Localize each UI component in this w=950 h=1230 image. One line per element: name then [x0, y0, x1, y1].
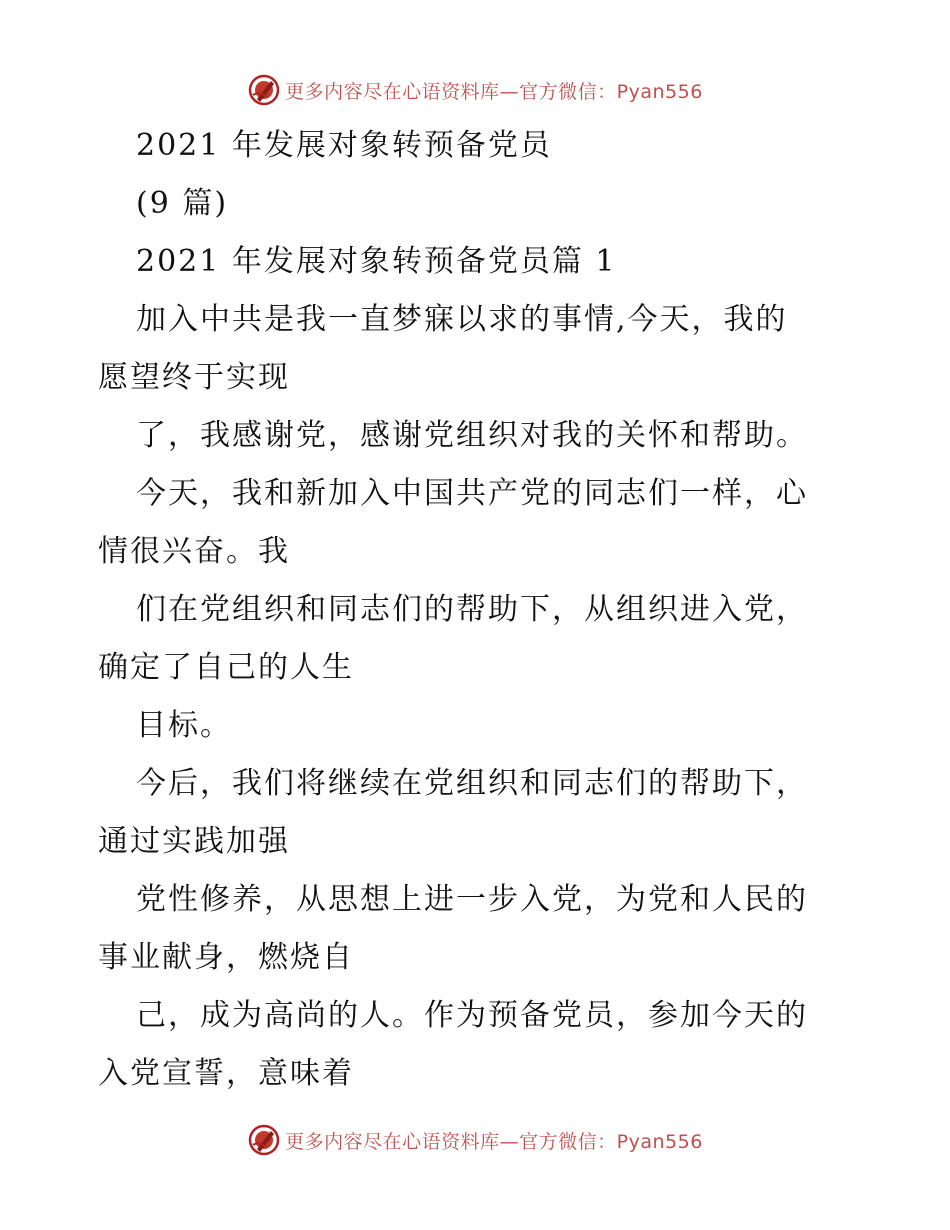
section-heading: 2021 年发展对象转预备党员篇 1 [136, 244, 617, 279]
document-title: 2021 年发展对象转预备党员 [136, 128, 552, 163]
paragraph-line: 今天，我和新加入中国共产党的同志们一样，心 [136, 476, 808, 511]
paragraph-line: 今后，我们将继续在党组织和同志们的帮助下， [136, 766, 808, 801]
paragraph-line: 目标。 [136, 708, 232, 743]
paragraph-line: 入党宣誓，意味着 [98, 1056, 354, 1091]
pen-seal-logo-icon [247, 73, 281, 107]
paragraph-line: 情很兴奋。我 [98, 534, 290, 569]
paragraph-line: 事业献身，燃烧自 [98, 940, 354, 975]
paragraph-line: 确定了自己的人生 [98, 650, 354, 685]
paragraph-line: 加入中共是我一直梦寐以求的事情,今天，我的 [136, 302, 788, 337]
header-banner [0, 70, 950, 110]
paragraph-line: 了，我感谢党，感谢党组织对我的关怀和帮助。 [136, 418, 808, 453]
document-subtitle: (9 篇) [136, 186, 229, 221]
paragraph-line: 愿望终于实现 [98, 360, 290, 395]
paragraph-line: 通过实践加强 [98, 824, 290, 859]
pen-seal-logo-icon [247, 1123, 281, 1157]
footer-banner-text: 更多内容尽在心语资料库—官方微信：Pyan556 [285, 1130, 703, 1153]
paragraph-line: 党性修养，从思想上进一步入党，为党和人民的 [136, 882, 808, 917]
footer-banner [0, 1120, 950, 1160]
paragraph-line: 们在党组织和同志们的帮助下，从组织进入党， [136, 592, 808, 627]
paragraph-line: 己，成为高尚的人。作为预备党员，参加今天的 [136, 998, 808, 1033]
header-banner-text: 更多内容尽在心语资料库—官方微信：Pyan556 [285, 80, 703, 103]
